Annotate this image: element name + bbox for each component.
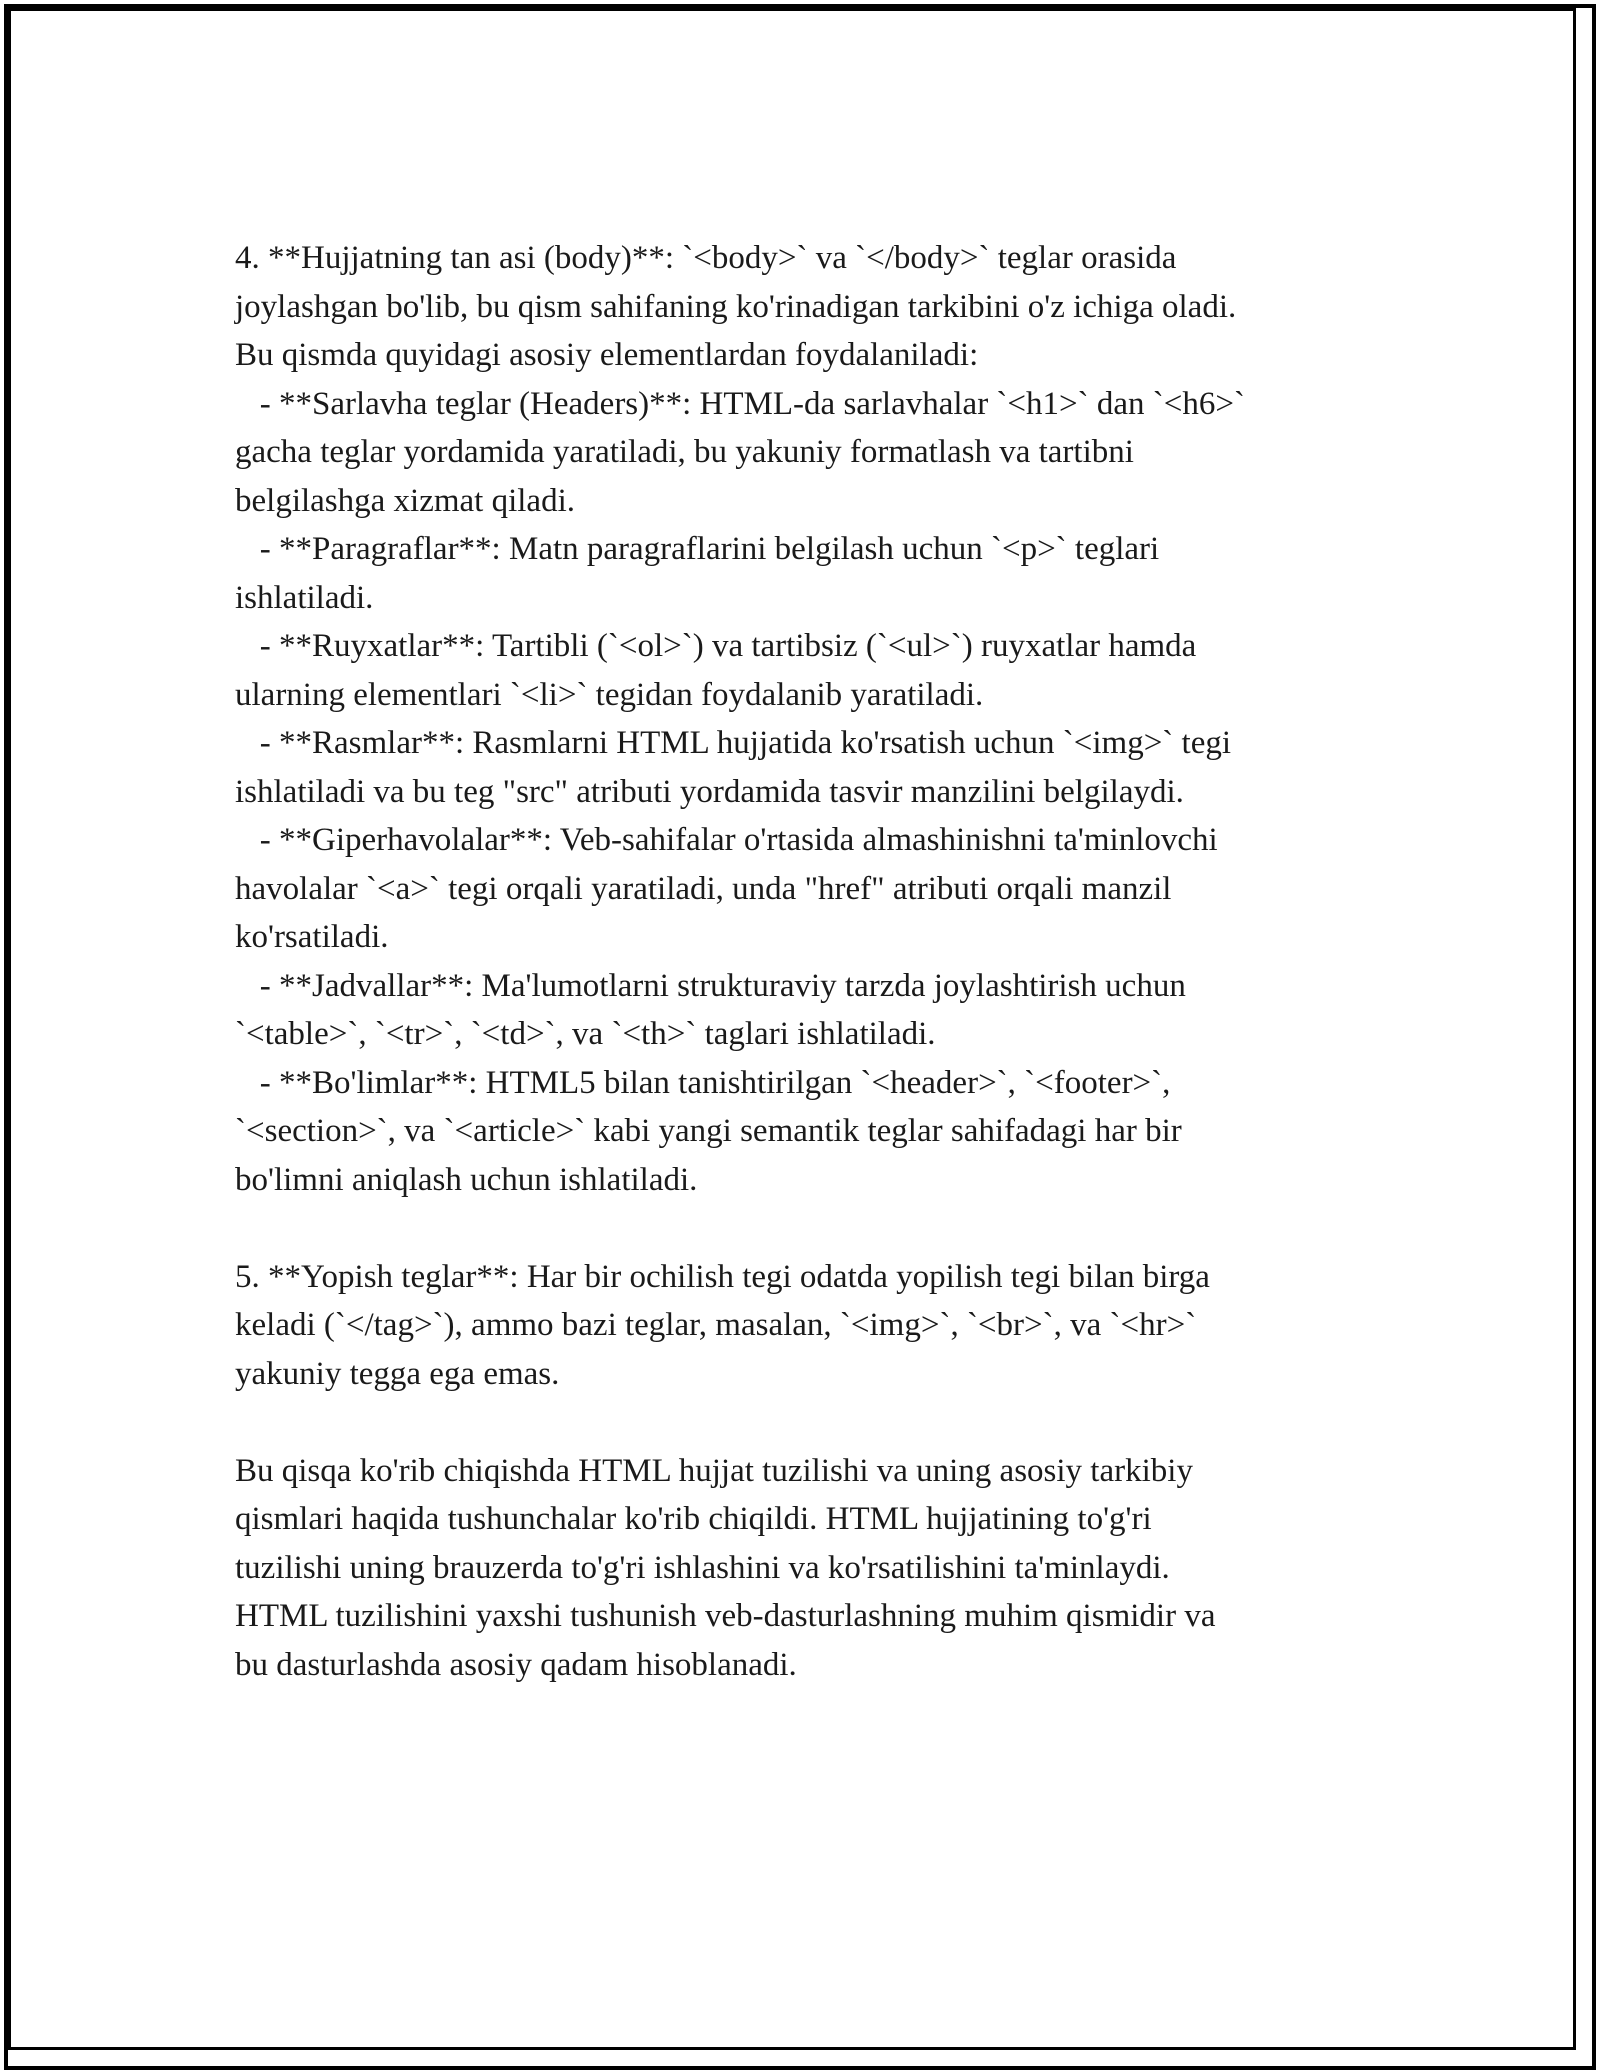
- text-line: - **Rasmlar**: Rasmlarni HTML hujjatida ko'rsatish uchun `<img>` tegi: [235, 725, 1232, 761]
- text-line: - **Bo'limlar**: HTML5 bilan tanishtirilgan `<header>`, `<footer>`,: [235, 1064, 1171, 1101]
- text-line: ishlatiladi.: [235, 579, 374, 616]
- text-line: - **Paragraflar**: Matn paragraflarini belgilash uchun `<p>` teglari: [235, 531, 1160, 567]
- text-line: ishlatiladi va bu teg "src" atributi yordamida tasvir manzilini belgilaydi.: [235, 773, 1184, 810]
- text-line: gacha teglar yordamida yaratiladi, bu yakuniy formatlash va tartibni: [235, 434, 1134, 470]
- text-line: `<section>`, va `<article>` kabi yangi semantik teglar sahifadagi har bir: [235, 1113, 1182, 1149]
- text-line: joylashgan bo'lib, bu qism sahifaning ko'rinadigan tarkibini o'z ichiga oladi.: [235, 288, 1237, 325]
- text-line: `<table>`, `<tr>`, `<td>`, va `<th>` taglari ishlatiladi.: [235, 1016, 936, 1052]
- text-line: ko'rsatiladi.: [235, 919, 389, 955]
- text-line: 5. **Yopish teglar**: Har bir ochilish tegi odatda yopilish tegi bilan birga: [235, 1258, 1210, 1295]
- text-line: - **Giperhavolalar**: Veb-sahifalar o'rtasida almashinishni ta'minlovchi: [235, 822, 1218, 858]
- text-line: - **Ruyxatlar**: Tartibli (`<ol>`) va tartibsiz (`<ul>`) ruyxatlar hamda: [235, 628, 1197, 664]
- text-line: - **Jadvallar**: Ma'lumotlarni strukturaviy tarzda joylashtirish uchun: [235, 967, 1186, 1004]
- text-line: - **Sarlavha teglar (Headers)**: HTML-da sarlavhalar `<h1>` dan `<h6>`: [235, 385, 1245, 422]
- text-line: 4. **Hujjatning tan asi (body)**: `<body>` va `</body>` teglar orasida: [235, 240, 1177, 276]
- text-line: tuzilishi uning brauzerda to'g'ri ishlashini va ko'rsatilishini ta'minlaydi.: [235, 1549, 1170, 1586]
- document-body: [235, 234, 1385, 1689]
- text-line: yakuniy tegga ega emas.: [235, 1355, 560, 1392]
- text-line: keladi (`</tag>`), ammo bazi teglar, masalan, `<img>`, `<br>`, va `<hr>`: [235, 1307, 1197, 1343]
- text-line: bo'limni aniqlash uchun ishlatiladi.: [235, 1161, 698, 1198]
- text-line: Bu qismda quyidagi asosiy elementlardan foydalaniladi:: [235, 337, 979, 373]
- text-line: havolalar `<a>` tegi orqali yaratiladi, unda "href" atributi orqali manzil: [235, 870, 1172, 907]
- text-line: ularning elementlari `<li>` tegidan foydalanib yaratiladi.: [235, 676, 984, 713]
- paragraph-gap: [235, 1398, 1385, 1447]
- text-line: qismlari haqida tushunchalar ko'rib chiqildi. HTML hujjatining to'g'ri: [235, 1501, 1152, 1537]
- text-line: bu dasturlashda asosiy qadam hisoblanadi.: [235, 1646, 797, 1683]
- text-line: Bu qisqa ko'rib chiqishda HTML hujjat tuzilishi va uning asosiy tarkibiy: [235, 1452, 1193, 1489]
- paragraph-gap: [235, 1204, 1385, 1253]
- text-line: HTML tuzilishini yaxshi tushunish veb-dasturlashning muhim qismidir va: [235, 1598, 1216, 1634]
- text-line: belgilashga xizmat qiladi.: [235, 482, 575, 519]
